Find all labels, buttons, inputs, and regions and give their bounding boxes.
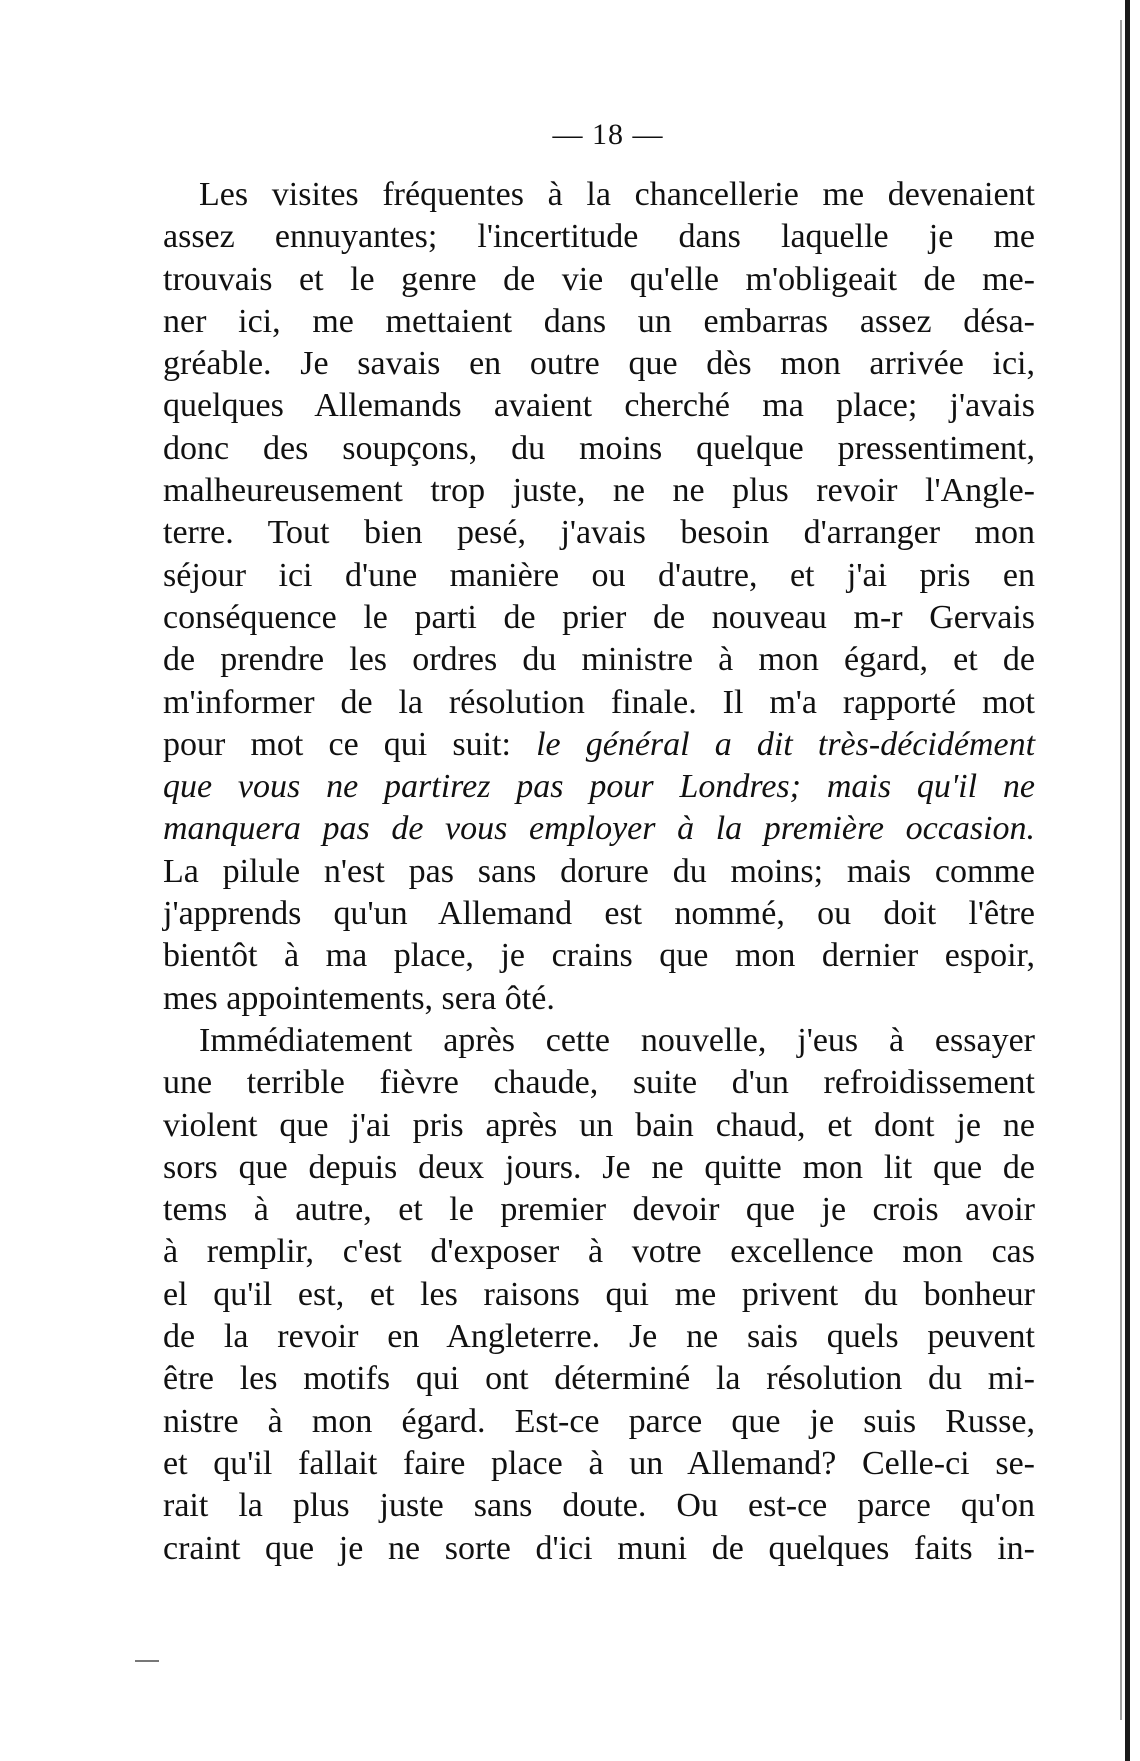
text-line: rait la plus juste sans doute. Ou est-ce parce qu'on <box>163 1487 1035 1525</box>
text-line: tems à autre, et le premier devoir que je crois avoir <box>163 1191 1035 1229</box>
text-line: bientôt à ma place, je crains que mon dernier espoir, <box>163 937 1035 975</box>
text-line: de la revoir en Angleterre. Je ne sais quels peuvent <box>163 1318 1035 1356</box>
italic-quote-fragment: le général a dit très-décidément <box>536 725 1036 763</box>
text-line: terre. Tout bien pesé, j'avais besoin d'arranger mon <box>163 514 1035 552</box>
text-line: Les visites fréquentes à la chancellerie me devenaient <box>199 176 1035 213</box>
text-line: violent que j'ai pris après un bain chaud, et dont je ne <box>163 1106 1035 1144</box>
text-line: ner ici, me mettaient dans un embarras assez désa- <box>163 302 1035 340</box>
text-line: assez ennuyantes; l'incertitude dans laquelle je me <box>163 218 1035 256</box>
text-line: mes appointements, sera ôté. <box>163 979 555 1017</box>
page-number: — 18 — <box>552 118 664 151</box>
text-line: el qu'il est, et les raisons qui me privent du bonheur <box>163 1275 1035 1313</box>
text-line: m'informer de la résolution finale. Il m'a rapporté mot <box>163 683 1035 721</box>
text-line: j'apprends qu'un Allemand est nommé, ou doit l'être <box>163 895 1035 933</box>
text-line: séjour ici d'une manière ou d'autre, et j'ai pris en <box>163 556 1035 594</box>
body-text <box>163 174 1035 1570</box>
text-fragment: pour mot ce qui suit: <box>163 725 511 763</box>
margin-mark <box>135 1660 159 1662</box>
text-line: de prendre les ordres du ministre à mon égard, et de <box>163 641 1035 679</box>
page-edge-line <box>1120 20 1122 1720</box>
text-line-mixed <box>163 724 1035 766</box>
page-edge-shadow <box>1125 0 1130 1761</box>
text-line: trouvais et le genre de vie qu'elle m'obligeait de me- <box>163 260 1035 298</box>
text-line: sors que depuis deux jours. Je ne quitte mon lit que de <box>163 1148 1035 1186</box>
text-line: La pilule n'est pas sans dorure du moins; mais comme <box>163 852 1035 890</box>
text-line: gréable. Je savais en outre que dès mon arrivée ici, <box>163 345 1035 383</box>
italic-quote-line: que vous ne partirez pas pour Londres; mais qu'il ne <box>163 768 1035 806</box>
text-line: quelques Allemands avaient cherché ma place; j'avais <box>163 387 1035 425</box>
text-line: Immédiatement après cette nouvelle, j'eus à essayer <box>199 1021 1035 1059</box>
text-line: donc des soupçons, du moins quelque pressentiment, <box>163 429 1035 467</box>
text-line: conséquence le parti de prier de nouveau m-r Gervais <box>163 598 1035 636</box>
text-line: être les motifs qui ont déterminé la résolution du mi- <box>163 1360 1035 1398</box>
text-line: nistre à mon égard. Est-ce parce que je suis Russe, <box>163 1402 1035 1440</box>
text-line: malheureusement trop juste, ne ne plus revoir l'Angle- <box>163 472 1035 510</box>
text-line: craint que je ne sorte d'ici muni de quelques faits in- <box>163 1529 1035 1567</box>
italic-quote-line: manquera pas de vous employer à la première occasion. <box>163 810 1035 848</box>
text-line: une terrible fièvre chaude, suite d'un refroidissement <box>163 1064 1035 1102</box>
text-line: et qu'il fallait faire place à un Allemand? Celle-ci se- <box>163 1444 1035 1482</box>
text-line: à remplir, c'est d'exposer à votre excellence mon cas <box>163 1233 1035 1271</box>
